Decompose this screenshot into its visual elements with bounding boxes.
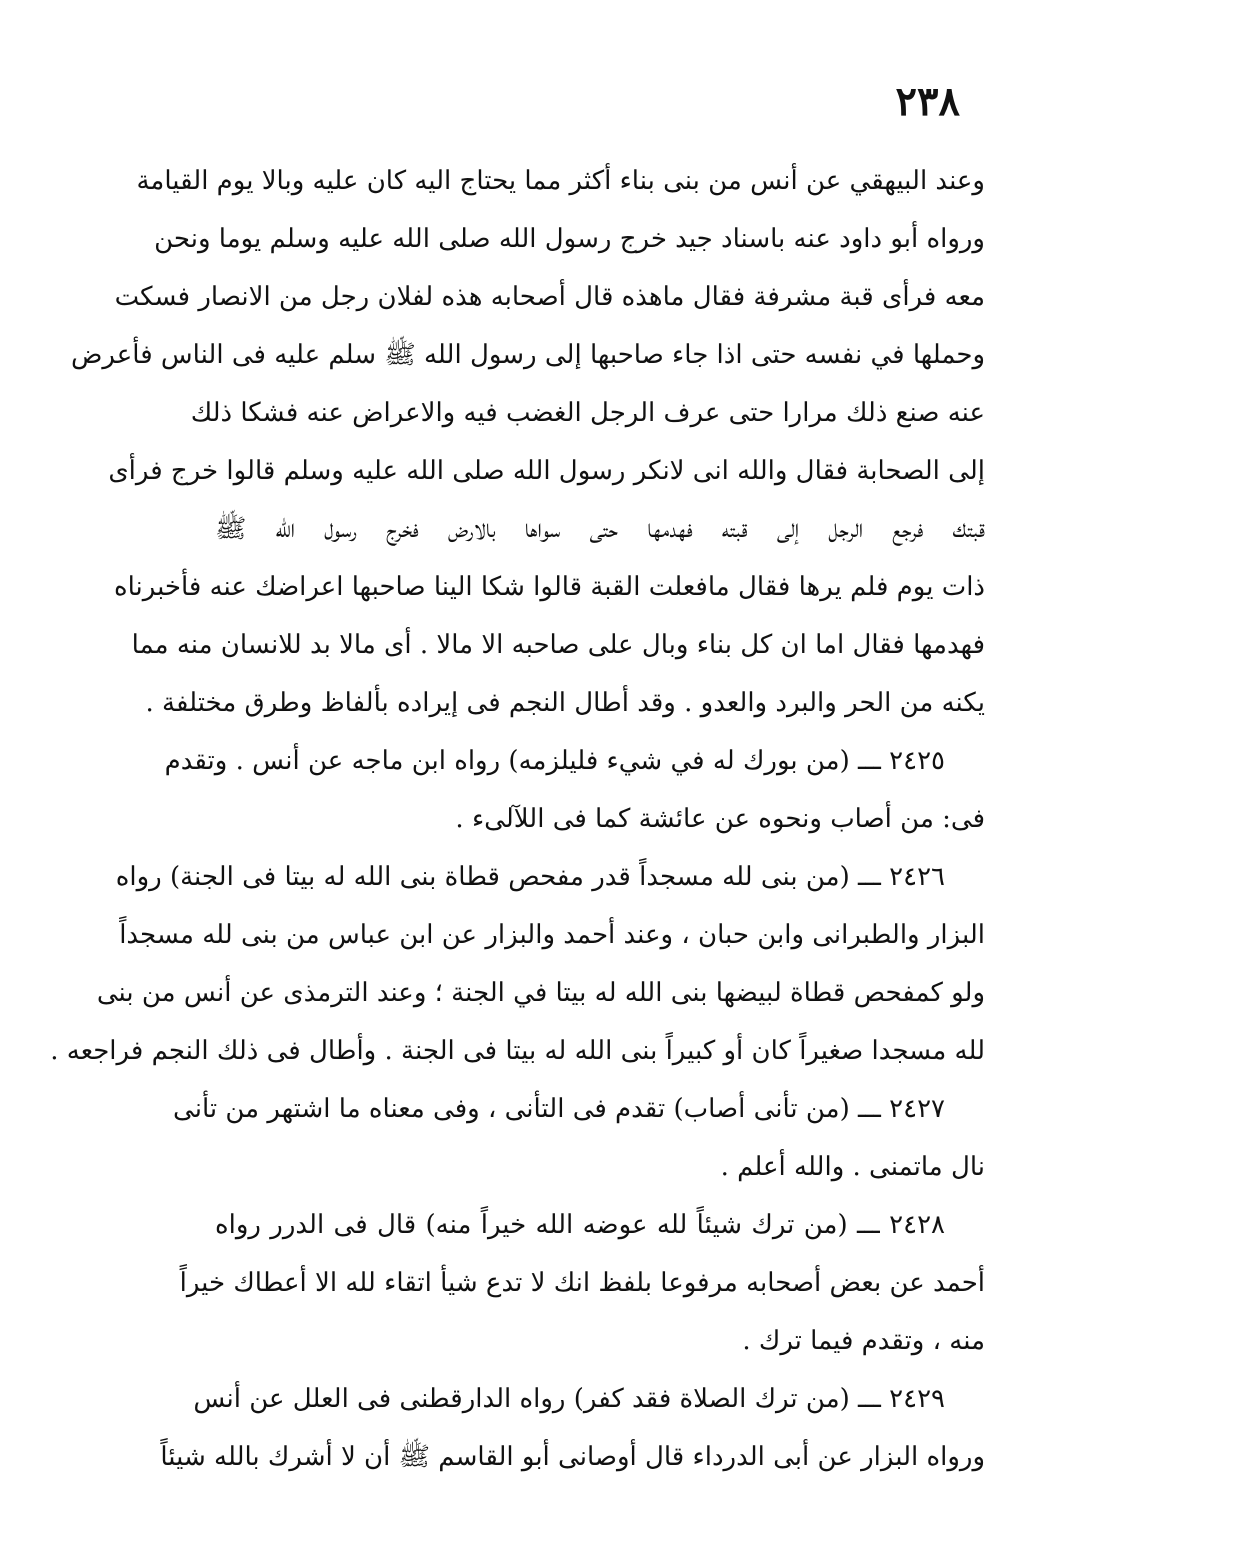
text-line: ورواه البزار عن أبى الدرداء قال أوصانى أبو القاسم ﷺ أن لا أشرك بالله شيئاً: [160, 1442, 985, 1472]
text-line: فهدمها فقال اما ان كل بناء وبال على صاحبه الا مالا . أى مالا بد للانسان منه مما: [131, 630, 985, 660]
text-line: نال ماتمنى . والله أعلم .: [720, 1152, 985, 1182]
text-line: معه فرأى قبة مشرفة فقال ماهذه قال أصحابه هذه لفلان رجل من الانصار فسكت: [114, 282, 985, 312]
entry-heading-line: ٢٤٢٦ ـــ (من بنى لله مسجداً قدر مفحص قطاة بنى الله له بيتا فى الجنة) رواه: [115, 862, 945, 892]
text-line: البزار والطبرانى وابن حبان ، وعند أحمد والبزار عن ابن عباس من بنى لله مسجداً: [119, 920, 985, 950]
text-line: قبتك فرجع الرجل إلى قبته فهدمها حتى سواها بالارض فخرج رسول الله ﷺ: [215, 514, 985, 544]
text-line: ذات يوم فلم يرها فقال مافعلت القبة قالوا شكا الينا صاحبها اعراضك عنه فأخبرناه: [113, 572, 985, 602]
text-line: فى: من أصاب ونحوه عن عائشة كما فى اللآلىء .: [455, 804, 985, 834]
entry-heading-line: ٢٤٢٥ ـــ (من بورك له في شيء فليلزمه) رواه ابن ماجه عن أنس . وتقدم: [164, 746, 945, 776]
text-line: يكنه من الحر والبرد والعدو . وقد أطال النجم فى إيراده بألفاظ وطرق مختلفة .: [145, 688, 985, 718]
entry-heading-line: ٢٤٢٨ ـــ (من ترك شيئاً لله عوضه الله خيراً منه) قال فى الدرر رواه: [215, 1210, 945, 1240]
page-number: ٢٣٨: [895, 78, 960, 125]
text-line: وحملها في نفسه حتى اذا جاء صاحبها إلى رسول الله ﷺ سلم عليه فى الناس فأعرض: [71, 340, 985, 370]
body-text: [50, 152, 985, 1486]
text-line: أحمد عن بعض أصحابه مرفوعا بلفظ انك لا تدع شيأ اتقاء لله الا أعطاك خيراً: [179, 1268, 985, 1298]
text-line: ولو كمفحص قطاة لبيضها بنى الله له بيتا في الجنة ؛ وعند الترمذى عن أنس من بنى: [96, 978, 985, 1008]
text-line: لله مسجدا صغيراً كان أو كبيراً بنى الله له بيتا فى الجنة . وأطال فى ذلك النجم فراجعه .: [50, 1036, 985, 1066]
text-line: عنه صنع ذلك مرارا حتى عرف الرجل الغضب فيه والاعراض عنه فشكا ذلك: [190, 398, 985, 428]
text-line: ورواه أبو داود عنه باسناد جيد خرج رسول الله صلى الله عليه وسلم يوما ونحن: [154, 224, 985, 254]
entry-heading-line: ٢٤٢٧ ـــ (من تأنى أصاب) تقدم فى التأنى ، وفى معناه ما اشتهر من تأنى: [173, 1094, 945, 1124]
text-line: منه ، وتقدم فيما ترك .: [742, 1326, 985, 1356]
text-line: وعند البيهقي عن أنس من بنى بناء أكثر مما يحتاج اليه كان عليه وبالا يوم القيامة: [136, 166, 985, 196]
entry-heading-line: ٢٤٢٩ ـــ (من ترك الصلاة فقد كفر) رواه الدارقطنى فى العلل عن أنس: [193, 1384, 945, 1414]
text-line: إلى الصحابة فقال والله انى لانكر رسول الله صلى الله عليه وسلم قالوا خرج فرأى: [108, 456, 985, 486]
